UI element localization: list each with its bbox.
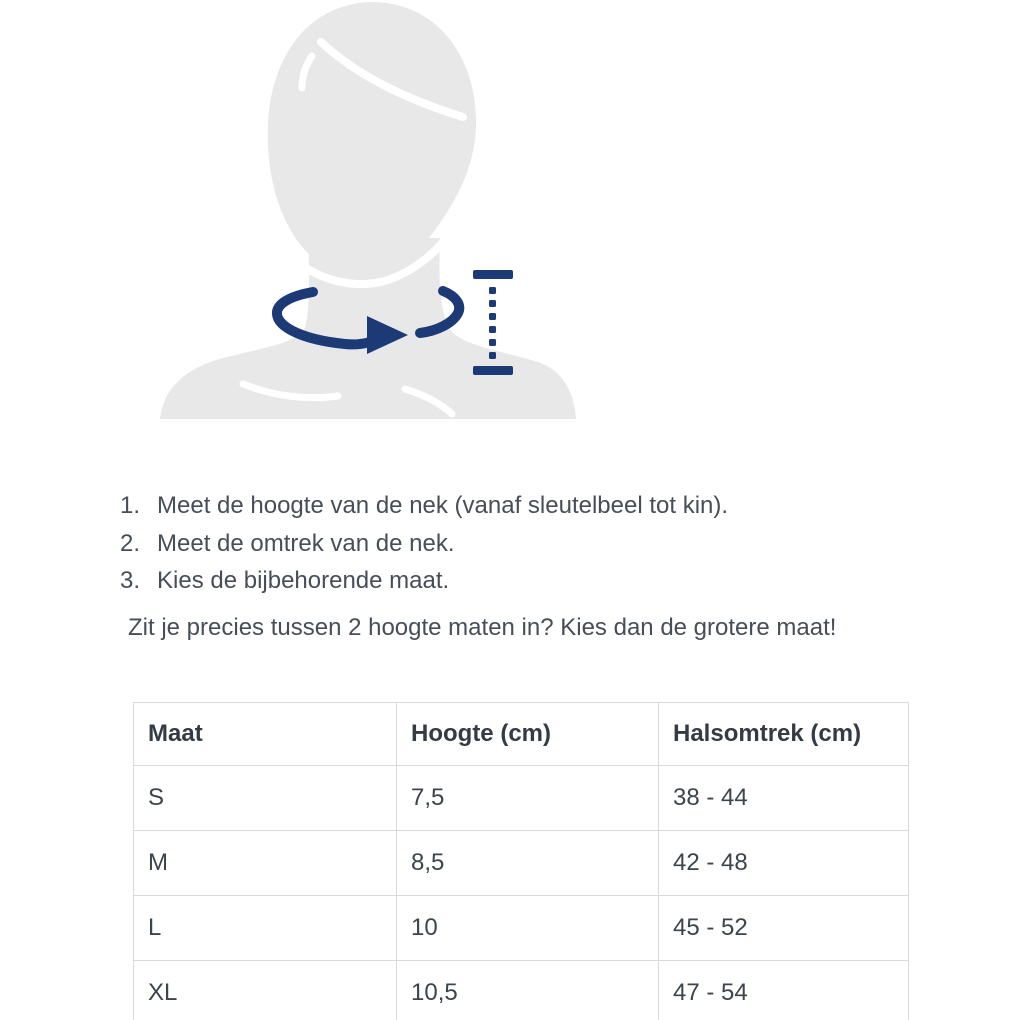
- table-row-l: [134, 896, 909, 961]
- ruler-dot: [489, 287, 496, 294]
- size-table-header-row: [134, 703, 909, 766]
- table-cell: M: [134, 831, 397, 896]
- column-header-hoogte: Hoogte (cm): [397, 703, 659, 766]
- person-silhouette: [160, 2, 576, 419]
- ruler-dot: [489, 339, 496, 346]
- instruction-text: Meet de omtrek van de nek.: [157, 529, 455, 557]
- table-cell: L: [134, 896, 397, 961]
- instruction-item-1: [120, 487, 728, 525]
- ruler-dot: [489, 352, 496, 359]
- instruction-text: Kies de bijbehorende maat.: [157, 567, 450, 594]
- table-cell: S: [134, 766, 397, 831]
- instruction-number: 3.: [120, 567, 141, 594]
- neck-measurement-illustration: [0, 0, 1020, 448]
- ruler-dot: [489, 313, 496, 320]
- table-cell: 7,5: [397, 766, 659, 831]
- table-cell: 10: [397, 896, 659, 961]
- table-cell: 8,5: [397, 831, 659, 896]
- table-cell: 38 - 44: [659, 766, 909, 831]
- ruler-dot: [489, 300, 496, 307]
- column-header-halsomtrek: Halsomtrek (cm): [659, 703, 909, 766]
- instruction-number: 2.: [120, 529, 141, 557]
- table-row-m: [134, 831, 909, 896]
- ruler-top-bar: [473, 270, 513, 279]
- head-shape: [268, 2, 476, 274]
- table-row-s: [134, 766, 909, 831]
- ruler-dot: [489, 326, 496, 333]
- table-cell: XL: [134, 961, 397, 1020]
- column-header-maat: Maat: [134, 703, 397, 766]
- instruction-number: 1.: [120, 492, 141, 519]
- size-note: Zit je precies tussen 2 hoogte maten in? Kies dan de grotere maat!: [128, 614, 837, 641]
- size-table: [133, 702, 909, 1020]
- table-cell: 45 - 52: [659, 896, 909, 961]
- instruction-item-2: [120, 525, 728, 563]
- ruler-bottom-bar: [473, 366, 513, 375]
- table-row-xl: [134, 961, 909, 1020]
- instructions-list: [120, 487, 728, 600]
- instruction-text: Meet de hoogte van de nek (vanaf sleutelbeel tot kin).: [157, 492, 729, 519]
- table-cell: 42 - 48: [659, 831, 909, 896]
- instruction-item-3: [120, 562, 728, 600]
- table-cell: 47 - 54: [659, 961, 909, 1020]
- table-cell: 10,5: [397, 961, 659, 1020]
